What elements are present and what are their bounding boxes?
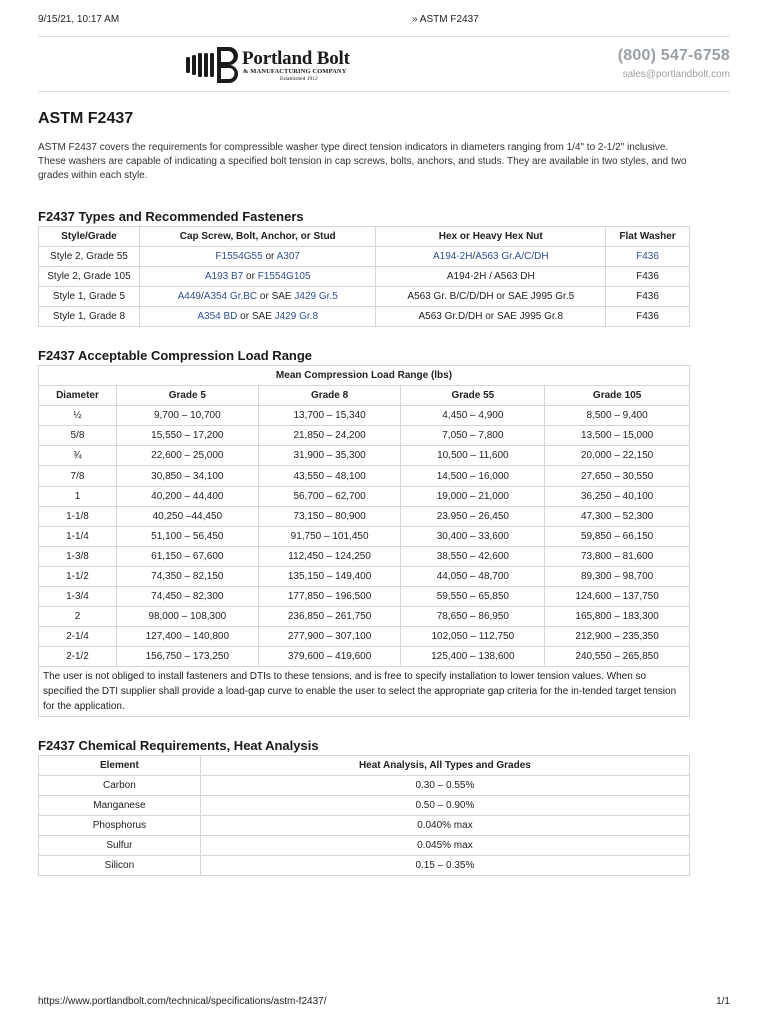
cell-text: A563 Gr. B/C/D/DH or SAE J995 Gr.5 [407, 291, 575, 302]
load-range-cell: 31,900 – 35,300 [258, 446, 401, 466]
load-note: The user is not obliged to install fasteners and DTIs to these tensions, and is free to specify installation to lower tension values. When so specified the DTI supplier shall provide a load-gap curve to enable the user to select the appropriate gap criteria for the in-tended target tension for the application. [39, 667, 690, 717]
table-row [39, 776, 690, 796]
cell-text: / [201, 291, 204, 302]
table-row [39, 307, 690, 327]
spec-link[interactable]: A563 Gr.A/C/DH [475, 251, 549, 262]
load-range-cell: 8,500 – 9,400 [545, 406, 690, 426]
washer-cell [606, 267, 690, 287]
cell-text: F436 [636, 311, 659, 322]
brand-subtitle: & MANUFACTURING COMPANY [243, 68, 347, 75]
types-table [38, 226, 690, 327]
table-row [39, 587, 690, 607]
washer-cell [606, 307, 690, 327]
load-range-cell: 124,600 – 137,750 [545, 587, 690, 607]
print-url: https://www.portlandbolt.com/technical/specifications/astm-f2437/ [38, 996, 327, 1007]
spec-link[interactable]: J429 Gr.5 [294, 291, 338, 302]
load-range-cell: 135,150 – 149,400 [258, 566, 401, 586]
chem-col-header: Element [39, 756, 201, 776]
load-range-cell: 165,800 – 183,300 [545, 607, 690, 627]
table-row [39, 426, 690, 446]
load-range-cell: 21,850 – 24,200 [258, 426, 401, 446]
washer-cell [606, 247, 690, 267]
types-col-header: Cap Screw, Bolt, Anchor, or Stud [139, 227, 376, 247]
load-range-cell: 177,850 – 196,500 [258, 587, 401, 607]
cell-text: F436 [636, 271, 659, 282]
intro-paragraph: ASTM F2437 covers the requirements for compressible washer type direct tension indicators in diameters ranging from 1/4" to 2-1/2" inclusive. These washers are capable of indicating a specified bolt tension in cap screws, bolts, anchors, and studs. They are available in two styles, and two grades within each style. [38, 142, 687, 181]
nut-cell [376, 267, 606, 287]
load-table [38, 365, 690, 717]
page-number: 1/1 [716, 996, 730, 1007]
print-header [38, 14, 730, 28]
diameter-cell: 2-1/4 [39, 627, 117, 647]
style-grade-cell: Style 1, Grade 8 [39, 307, 140, 327]
table-row [39, 627, 690, 647]
spec-link[interactable]: F1554G105 [257, 271, 311, 282]
load-range-cell: 23.950 – 26,450 [401, 506, 545, 526]
table-row [39, 506, 690, 526]
element-cell: Phosphorus [39, 816, 201, 836]
load-range-cell: 56,700 – 62,700 [258, 486, 401, 506]
element-cell: Silicon [39, 856, 201, 876]
diameter-cell: 5/8 [39, 426, 117, 446]
table-row [39, 647, 690, 667]
load-range-cell: 127,400 – 140,800 [116, 627, 258, 647]
load-range-cell: 112,450 – 124,250 [258, 546, 401, 566]
brand-name: Portland Bolt [242, 48, 350, 69]
load-range-cell: 14,500 – 16,000 [401, 466, 545, 486]
load-range-cell: 30,400 – 33,600 [401, 526, 545, 546]
load-range-cell: 38,550 – 42,600 [401, 546, 545, 566]
types-header-row [39, 227, 690, 247]
cell-text: A194-2H / A563 DH [446, 271, 535, 282]
load-range-cell: 4,450 – 4,900 [401, 406, 545, 426]
table-row [39, 526, 690, 546]
load-range-cell: 13,500 – 15,000 [545, 426, 690, 446]
load-range-cell: 73,150 – 80,900 [258, 506, 401, 526]
fastener-cell [139, 247, 376, 267]
load-range-cell: 44,050 – 48,700 [401, 566, 545, 586]
load-col-header: Grade 8 [258, 386, 401, 406]
chem-table-body [39, 776, 690, 876]
cell-text: A563 Gr.D/DH or SAE J995 Gr.8 [418, 311, 564, 322]
style-grade-cell: Style 1, Grade 5 [39, 287, 140, 307]
table-row [39, 816, 690, 836]
types-col-header: Style/Grade [39, 227, 140, 247]
diameter-cell: 1-1/4 [39, 526, 117, 546]
chem-col-header: Heat Analysis, All Types and Grades [200, 756, 689, 776]
style-grade-cell: Style 2, Grade 55 [39, 247, 140, 267]
load-range-cell: 212,900 – 235,350 [545, 627, 690, 647]
load-range-cell: 30,850 – 34,100 [116, 466, 258, 486]
types-col-header: Hex or Heavy Hex Nut [376, 227, 606, 247]
nut-cell [376, 307, 606, 327]
load-range-cell: 125,400 – 138,600 [401, 647, 545, 667]
table-row [39, 406, 690, 426]
load-range-cell: 36,250 – 40,100 [545, 486, 690, 506]
diameter-cell: 7/8 [39, 466, 117, 486]
load-range-cell: 27,650 – 30,550 [545, 466, 690, 486]
spec-link[interactable]: F436 [636, 251, 659, 262]
site-header [38, 36, 730, 92]
diameter-cell: 1-1/2 [39, 566, 117, 586]
spec-link[interactable]: A193 B7 [204, 271, 244, 282]
heat-analysis-cell: 0.30 – 0.55% [200, 776, 689, 796]
spec-link[interactable]: J429 Gr.8 [274, 311, 319, 322]
load-range-cell: 51,100 – 56,450 [116, 526, 258, 546]
main-content [38, 110, 690, 871]
heat-analysis-cell: 0.15 – 0.35% [200, 856, 689, 876]
table-row [39, 546, 690, 566]
heat-analysis-cell: 0.045% max [200, 836, 689, 856]
load-group-header: Mean Compression Load Range (lbs) [39, 366, 690, 386]
table-row [39, 566, 690, 586]
chem-table [38, 755, 690, 876]
diameter-cell: ½ [39, 406, 117, 426]
heat-analysis-cell: 0.040% max [200, 816, 689, 836]
element-cell: Sulfur [39, 836, 201, 856]
load-col-header: Diameter [39, 386, 117, 406]
load-table-body [39, 406, 690, 667]
diameter-cell: 1-1/8 [39, 506, 117, 526]
cell-text: or SAE [237, 311, 275, 322]
page-title: ASTM F2437 [38, 110, 134, 127]
load-range-cell: 40,200 – 44,400 [116, 486, 258, 506]
fastener-cell [139, 287, 376, 307]
load-range-cell: 59,550 – 65,850 [401, 587, 545, 607]
load-col-header: Grade 5 [116, 386, 258, 406]
load-range-cell: 379,600 – 419,600 [258, 647, 401, 667]
spec-link[interactable]: A307 [276, 251, 300, 262]
table-row [39, 607, 690, 627]
table-row [39, 796, 690, 816]
brand-logo[interactable] [184, 43, 384, 87]
heat-analysis-cell: 0.50 – 0.90% [200, 796, 689, 816]
load-range-cell: 240,550 – 265,850 [545, 647, 690, 667]
load-range-cell: 13,700 – 15,340 [258, 406, 401, 426]
fastener-cell [139, 307, 376, 327]
nut-cell [376, 247, 606, 267]
load-range-cell: 91,750 – 101,450 [258, 526, 401, 546]
load-col-header: Grade 105 [545, 386, 690, 406]
phone-link[interactable]: (800) 547-6758 [617, 47, 730, 64]
cell-text: or SAE [257, 291, 295, 302]
diameter-cell: ¾ [39, 446, 117, 466]
table-row [39, 836, 690, 856]
load-range-cell: 277,900 – 307,100 [258, 627, 401, 647]
load-range-cell: 59,850 – 66,150 [545, 526, 690, 546]
cell-text: or [262, 251, 277, 262]
element-cell: Carbon [39, 776, 201, 796]
load-range-cell: 78,650 – 86,950 [401, 607, 545, 627]
spec-link[interactable]: F1554G55 [215, 251, 263, 262]
load-header-row [39, 386, 690, 406]
table-row [39, 466, 690, 486]
table-row [39, 446, 690, 466]
spec-link[interactable]: A449 [177, 291, 201, 302]
load-range-cell: 74,350 – 82,150 [116, 566, 258, 586]
load-range-cell: 10,500 – 11,600 [401, 446, 545, 466]
brand-established: Established 1912 [280, 76, 318, 82]
diameter-cell: 2-1/2 [39, 647, 117, 667]
load-range-cell: 156,750 – 173,250 [116, 647, 258, 667]
load-range-cell: 47,300 – 52,300 [545, 506, 690, 526]
load-range-cell: 73,800 – 81,600 [545, 546, 690, 566]
diameter-cell: 1-3/8 [39, 546, 117, 566]
load-range-cell: 40,250 –44,450 [116, 506, 258, 526]
email-link[interactable]: sales@portlandbolt.com [622, 69, 730, 80]
print-page-title: » ASTM F2437 [412, 14, 479, 25]
load-range-cell: 43,550 – 48,100 [258, 466, 401, 486]
spec-link[interactable]: A194-2H [432, 251, 473, 262]
load-col-header: Grade 55 [401, 386, 545, 406]
types-col-header: Flat Washer [606, 227, 690, 247]
table-row [39, 267, 690, 287]
cell-text: / [472, 251, 476, 262]
washer-cell [606, 287, 690, 307]
table-row [39, 247, 690, 267]
spec-link[interactable]: A354 Gr.BC [203, 291, 258, 302]
chem-header-row [39, 756, 690, 776]
load-range-cell: 7,050 – 7,800 [401, 426, 545, 446]
load-range-cell: 102,050 – 112,750 [401, 627, 545, 647]
load-range-cell: 20,000 – 22,150 [545, 446, 690, 466]
style-grade-cell: Style 2, Grade 105 [39, 267, 140, 287]
spec-link[interactable]: A354 BD [197, 311, 238, 322]
types-table-body [39, 247, 690, 327]
nut-cell [376, 287, 606, 307]
load-range-cell: 74,450 – 82,300 [116, 587, 258, 607]
load-range-cell: 22,600 – 25,000 [116, 446, 258, 466]
load-range-cell: 61,150 – 67,600 [116, 546, 258, 566]
load-range-cell: 19,000 – 21,000 [401, 486, 545, 506]
table-row [39, 486, 690, 506]
load-heading: F2437 Acceptable Compression Load Range [38, 348, 313, 363]
load-range-cell: 236,850 – 261,750 [258, 607, 401, 627]
table-row [39, 287, 690, 307]
chem-heading: F2437 Chemical Requirements, Heat Analysis [38, 738, 319, 753]
load-range-cell: 98,000 – 108,300 [116, 607, 258, 627]
load-note-row [39, 667, 690, 717]
types-heading: F2437 Types and Recommended Fasteners [38, 209, 304, 224]
table-row [39, 856, 690, 876]
load-group-header-row [39, 366, 690, 386]
load-range-cell: 89,300 – 98,700 [545, 566, 690, 586]
print-datetime: 9/15/21, 10:17 AM [38, 14, 120, 25]
load-range-cell: 15,550 – 17,200 [116, 426, 258, 446]
element-cell: Manganese [39, 796, 201, 816]
cell-text: F436 [636, 291, 659, 302]
diameter-cell: 2 [39, 607, 117, 627]
print-footer [38, 996, 730, 1010]
bolt-logo-icon [184, 45, 244, 85]
load-range-cell: 9,700 – 10,700 [116, 406, 258, 426]
cell-text: or [243, 271, 258, 282]
fastener-cell [139, 267, 376, 287]
diameter-cell: 1-3/4 [39, 587, 117, 607]
contact-block [618, 47, 730, 80]
diameter-cell: 1 [39, 486, 117, 506]
